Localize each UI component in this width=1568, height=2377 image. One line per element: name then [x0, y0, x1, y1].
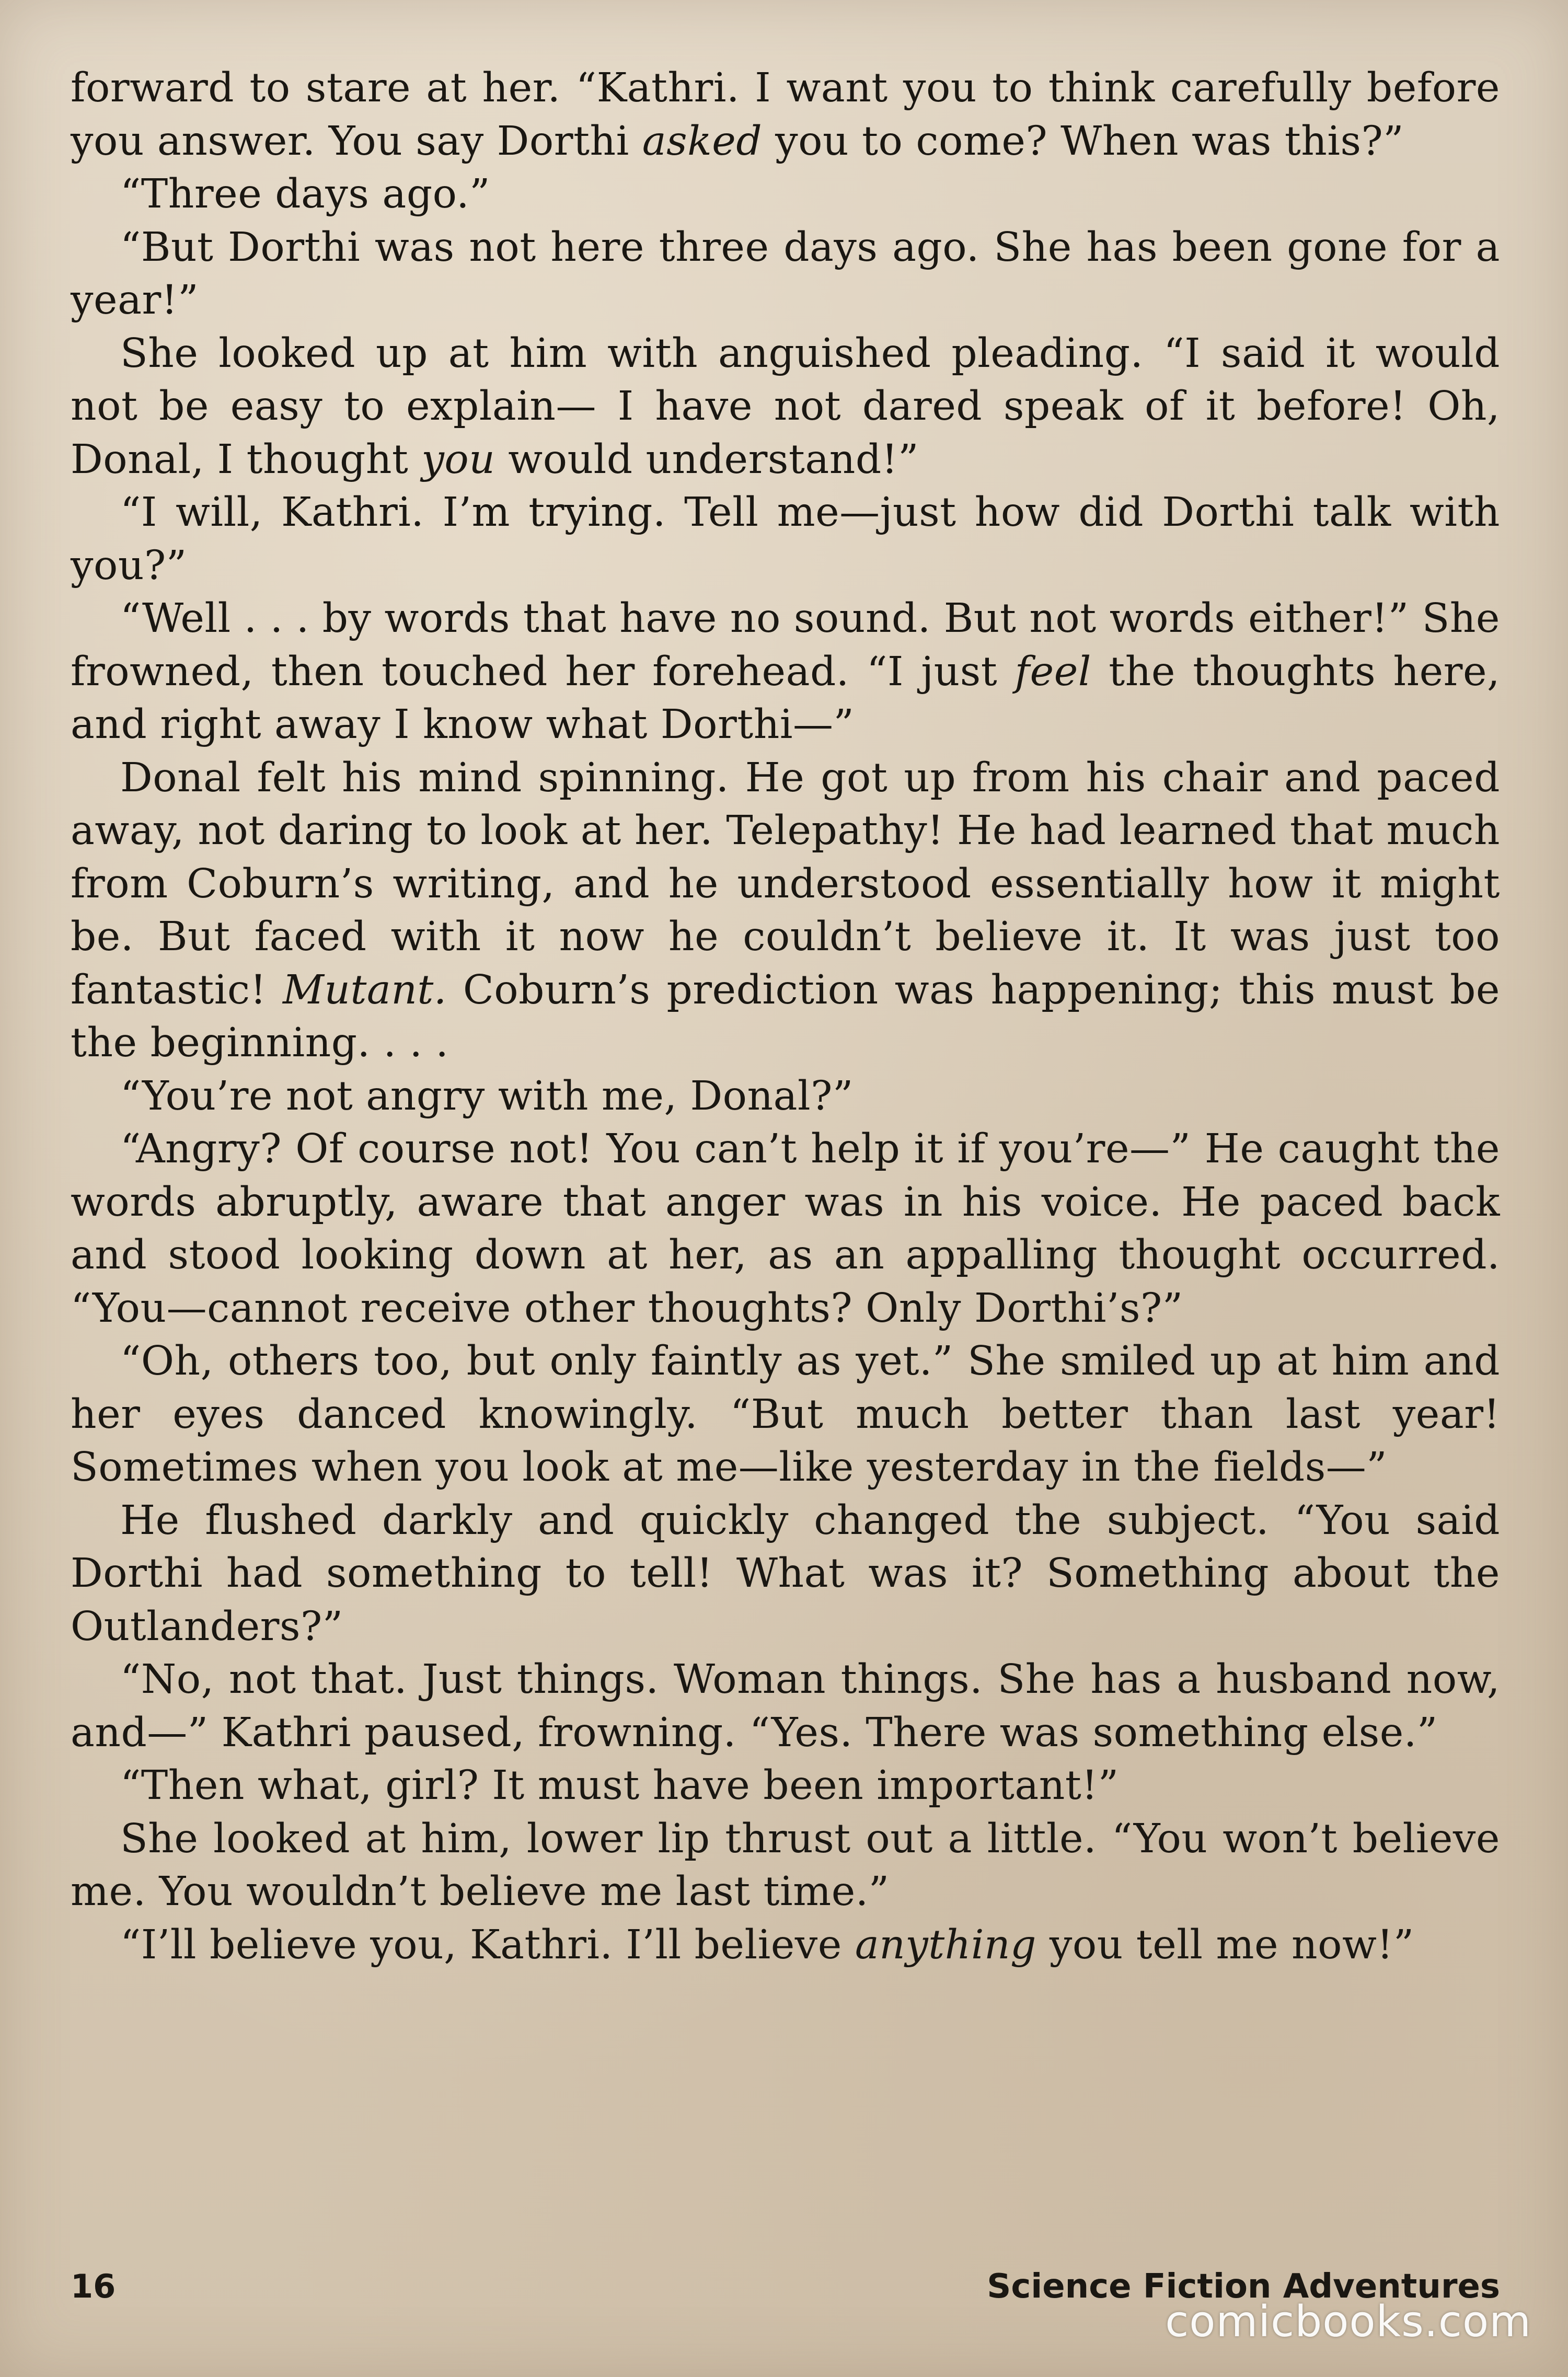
paragraph: “Three days ago.” [120, 171, 490, 217]
paragraph: “But Dorthi was not here three days ago. She has been gone for a year!” [71, 224, 1500, 324]
paragraph: “Oh, others too, but only faintly as yet.” She smiled up at him and her eyes danced knowingly. “But much better than last year! Sometimes when you look at me—like yesterday in the fields—” [71, 1338, 1500, 1491]
paragraph: “Then what, girl? It must have been important!” [120, 1762, 1119, 1809]
italic-emphasis: you [421, 436, 495, 483]
paragraph: “Well . . . by words that have no sound. But not words either!” She frowned, then touched her forehead. “I just feel the thoughts here, and right away I know what Dorthi—” [71, 595, 1500, 748]
paragraph: “I’ll believe you, Kathri. I’ll believe anything you tell me now!” [120, 1921, 1414, 1968]
paragraph: forward to stare at her. “Kathri. I want you to think carefully before you answer. You say Dorthi asked you to come? When was this?” [71, 65, 1500, 165]
italic-emphasis: anything [855, 1921, 1036, 1968]
italic-emphasis: Mutant. [283, 966, 447, 1013]
paragraph: She looked up at him with anguished pleading. “I said it would not be easy to explain— I have not dared speak of it before! Oh, Donal, I thought you would understand!” [71, 330, 1500, 483]
italic-emphasis: asked [642, 118, 763, 165]
running-title: Science Fiction Adventures [987, 2267, 1500, 2306]
paragraph: “You’re not angry with me, Donal?” [120, 1072, 854, 1120]
paragraph: “I will, Kathri. I’m trying. Tell me—just how did Dorthi talk with you?” [71, 489, 1500, 589]
paragraph: Donal felt his mind spinning. He got up from his chair and paced away, not daring to look at her. Telepathy! He had learned that much from Coburn’s writing, and he understood essentially how it might be. But faced with it now he couldn’t believe it. It was just too fantastic! Mutant. Coburn’s prediction was happening; this must be the beginning. . . . [71, 754, 1500, 1066]
italic-emphasis: feel [1014, 648, 1091, 695]
paragraph: “Angry? Of course not! You can’t help it if you’re—” He caught the words abruptly, aware that anger was in his voice. He paced back and stood looking down at her, as an appalling thought occurred. “You—cannot receive other thoughts? Only Dorthi’s?” [71, 1126, 1500, 1332]
watermark-text: comicbooks.com [1165, 2297, 1531, 2347]
paragraph: He flushed darkly and quickly changed the subject. “You said Dorthi had something to tell! What was it? Something about the Outlanders?” [71, 1497, 1500, 1650]
paragraph: She looked at him, lower lip thrust out a little. “You won’t believe me. You wouldn’t believe me last time.” [71, 1815, 1500, 1915]
page-number: 16 [71, 2267, 116, 2305]
body-text [71, 62, 1500, 1971]
paragraph: “No, not that. Just things. Woman things. She has a husband now, and—” Kathri paused, frowning. “Yes. There was something else.” [71, 1656, 1500, 1756]
